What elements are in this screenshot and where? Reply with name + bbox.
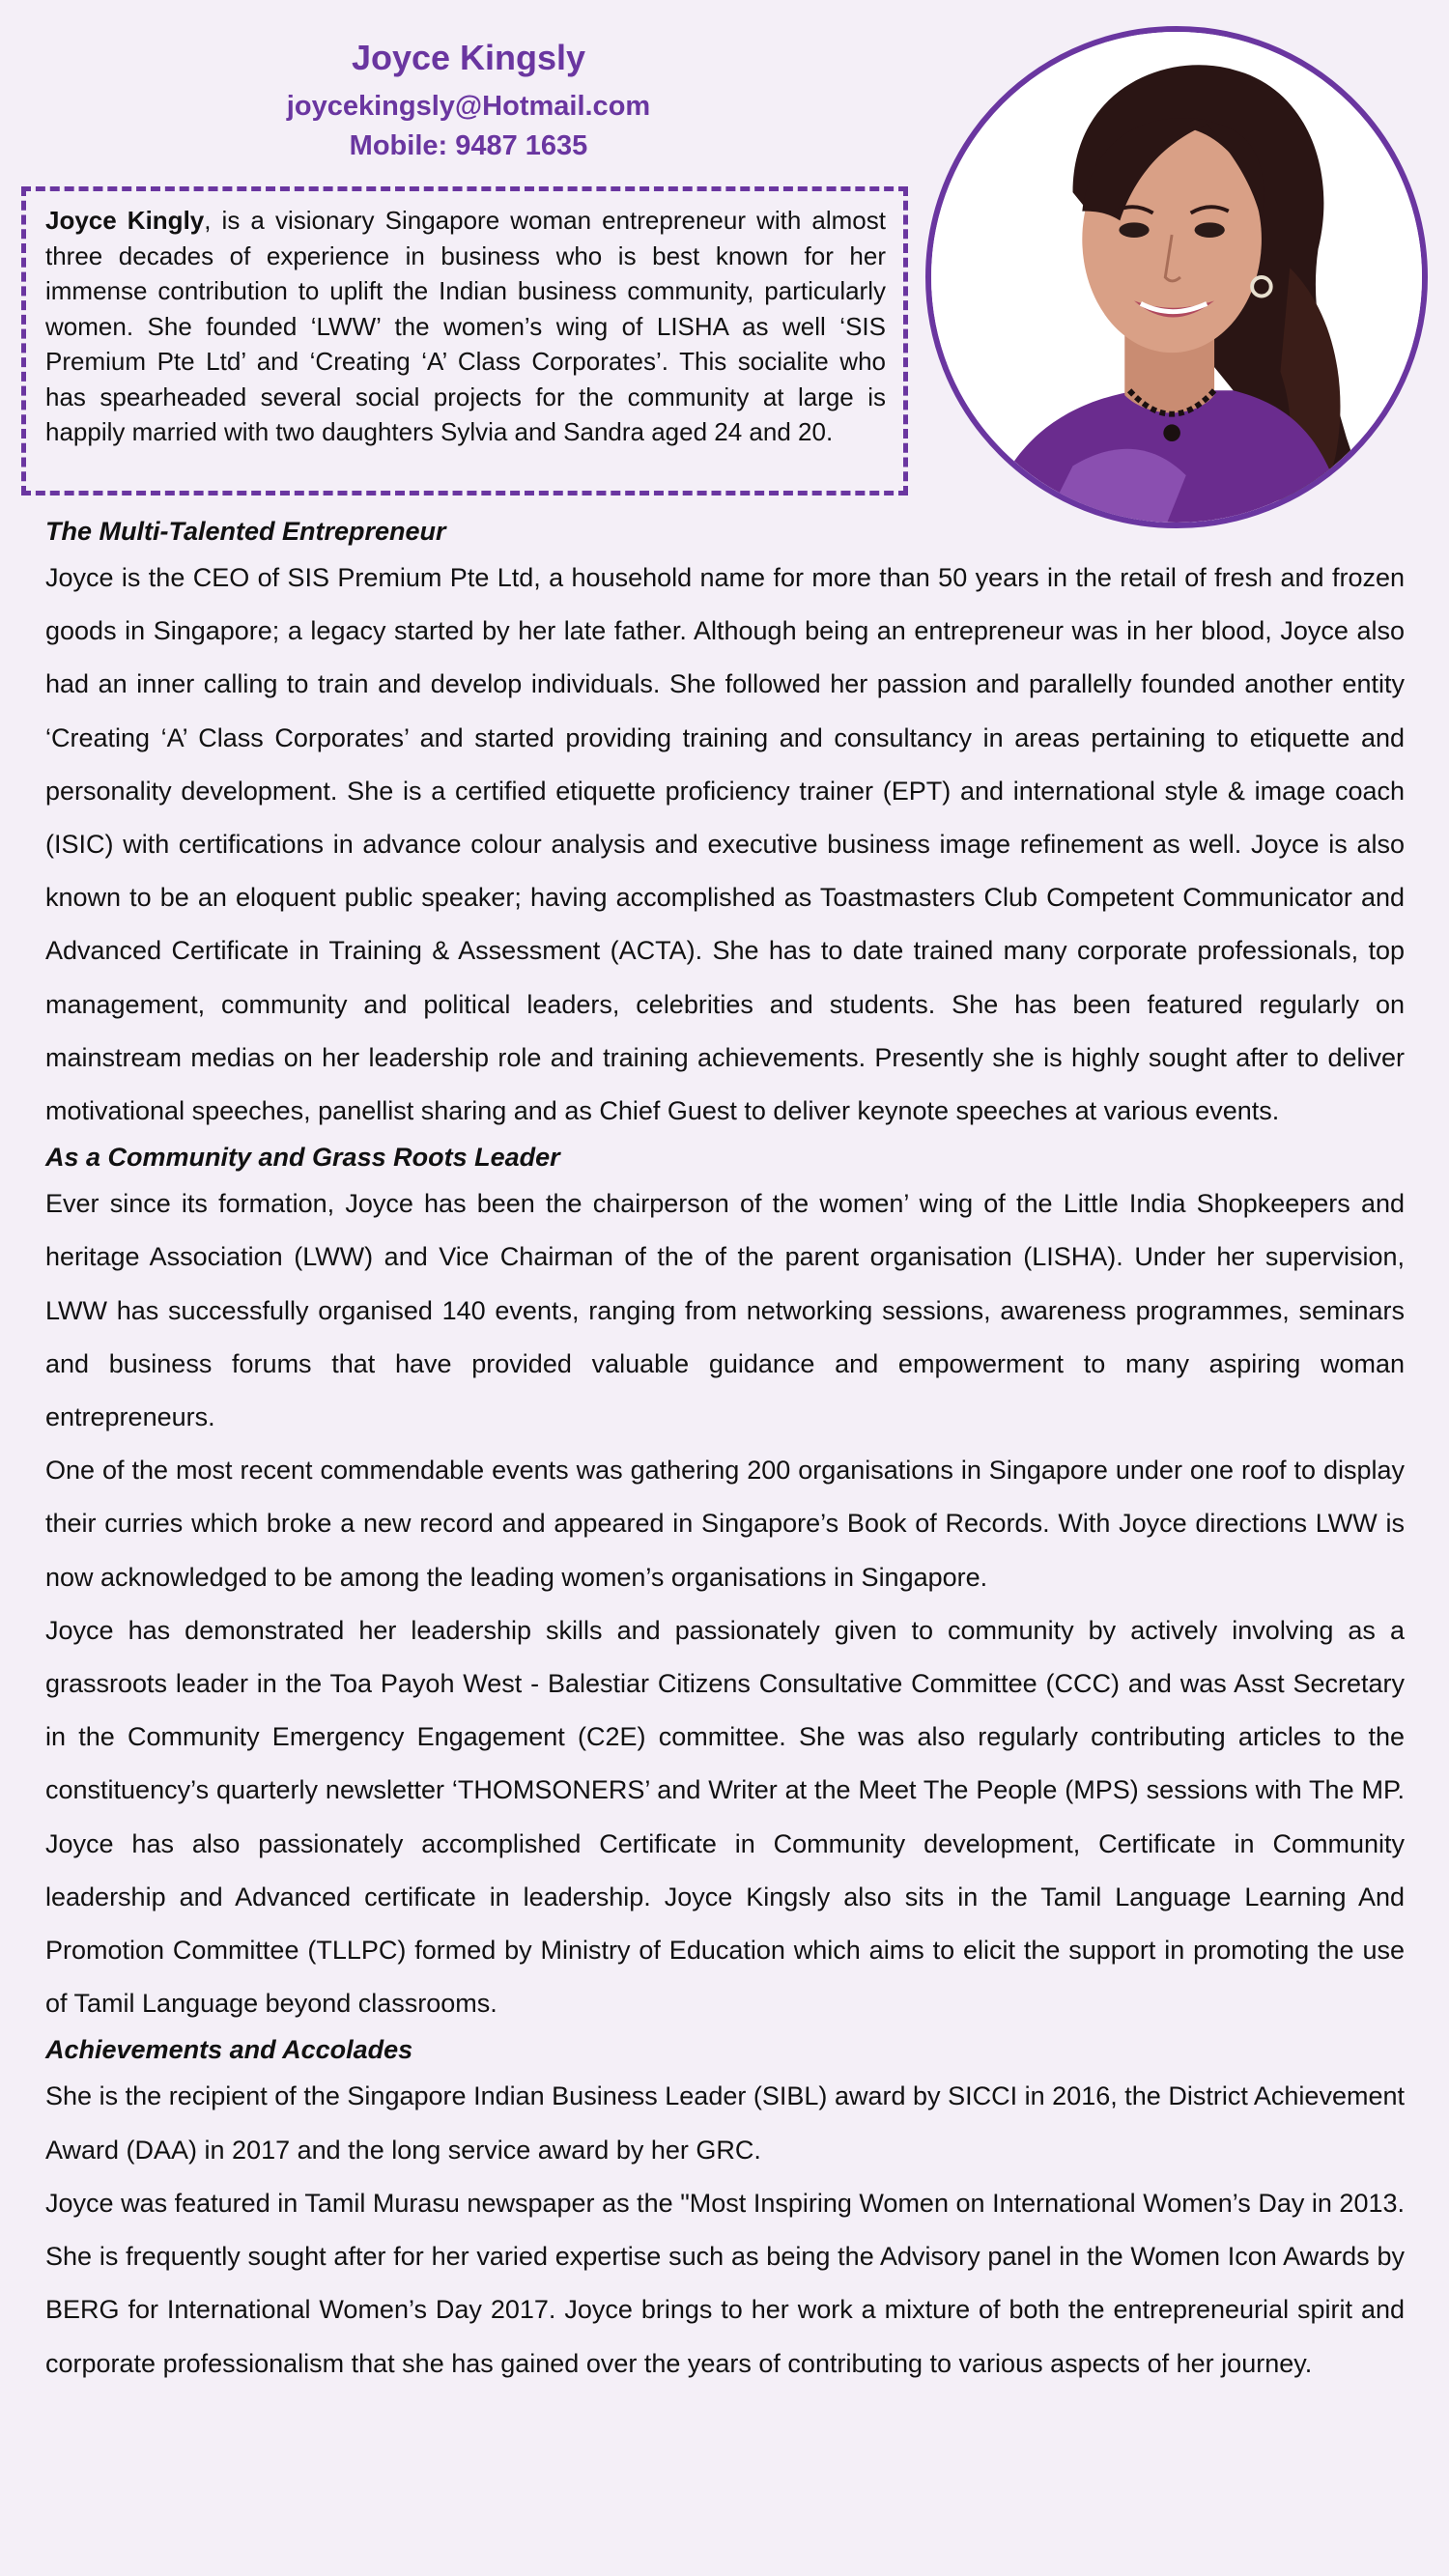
section-heading-community: As a Community and Grass Roots Leader	[45, 1143, 560, 1173]
email-address: joycekingsly@Hotmail.com	[286, 91, 651, 122]
paragraph-achievements-2: Joyce was featured in Tamil Murasu newspaper as the "Most Inspiring Women on International Women’s Day in 2013. She is frequently sought after for her varied expertise such as being the Advisory panel in the Women Icon Awards by BERG for International Women’s Day 2017. Joyce brings to her work a mixture of both the entrepreneurial spirit and corporate professionalism that she has gained over the years of contributing to various aspects of her journey.	[45, 2188, 1405, 2378]
intro-text: , is a visionary Singapore woman entrepreneur with almost three decades of experience in business who is best known for her immense contribution to uplift the Indian business community, particularly women. She founded ‘LWW’ the women’s wing of LISHA as well ‘SIS Premium Pte Ltd’ and ‘Creating ‘A’ Class Corporates’. This socialite who has spearheaded several social projects for the community at large is happily married with two daughters Sylvia and Sandra aged 24 and 20.	[45, 206, 886, 446]
paragraph-entrepreneur: Joyce is the CEO of SIS Premium Pte Ltd, a household name for more than 50 years in the retail of fresh and frozen goods in Singapore; a legacy started by her late father. Although being an entrepreneur was in her blood, Joyce also had an inner calling to train and develop individuals. She followed her passion and parallelly founded another entity ‘Creating ‘A’ Class Corporates’ and started providing training and consultancy in areas pertaining to etiquette and personality development. She is a certified etiquette proficiency trainer (EPT) and international style & image coach (ISIC) with certifications in advance colour analysis and executive business image refinement as well. Joyce is also known to be an eloquent public speaker; having accomplished as Toastmasters Club Competent Communicator and Advanced Certificate in Training & Assessment (ACTA). She has to date trained many corporate professionals, top management, community and political leaders, celebrities and students. She has been featured regularly on mainstream medias on her leadership role and training achievements. Presently she is highly sought after to deliver motivational speeches, panellist sharing and as Chief Guest to deliver keynote speeches at various events.	[45, 563, 1405, 1126]
section-heading-achievements: Achievements and Accolades	[45, 2035, 413, 2065]
portrait-photo	[925, 26, 1428, 528]
intro-summary-box	[21, 186, 908, 495]
intro-bold-name: Joyce Kingly	[45, 206, 205, 235]
contact-header	[0, 29, 937, 166]
paragraph-community-3: Joyce has demonstrated her leadership skills and passionately given to community by actively involving as a grassroots leader in the Toa Payoh West - Balestiar Citizens Consultative Committee (CCC) and was Asst Secretary in the Community Emergency Engagement (C2E) committee. She was also regularly contributing articles to the constituency’s quarterly newsletter ‘THOMSONERS’ and Writer at the Meet The People (MPS) sessions with The MP. Joyce has also passionately accomplished Certificate in Community development, Certificate in Community leadership and Advanced certificate in leadership. Joyce Kingsly also sits in the Tamil Language Learning And Promotion Committee (TLLPC) formed by Ministry of Education which aims to elicit the support in promoting the use of Tamil Language beyond classrooms.	[45, 1615, 1405, 2019]
portrait-illustration	[931, 32, 1422, 523]
profile-name: Joyce Kingsly	[351, 38, 586, 77]
paragraph-achievements-1: She is the recipient of the Singapore Indian Business Leader (SIBL) award by SICCI in 2016, the District Achievement Award (DAA) in 2017 and the long service award by her GRC.	[45, 2081, 1405, 2165]
paragraph-community-1: Ever since its formation, Joyce has been the chairperson of the women’ wing of the Little India Shopkeepers and heritage Association (LWW) and Vice Chairman of the of the parent organisation (LISHA). Under her supervision, LWW has successfully organised 140 events, ranging from networking sessions, awareness programmes, seminars and business forums that have provided valuable guidance and empowerment to many aspiring woman entrepreneurs.	[45, 1189, 1405, 1432]
biography-content	[45, 512, 1405, 2391]
section-heading-entrepreneur: The Multi-Talented Entrepreneur	[45, 517, 446, 546]
paragraph-community-2: One of the most recent commendable events was gathering 200 organisations in Singapore under one roof to display their curries which broke a new record and appeared in Singapore’s Book of Records. With Joyce directions LWW is now acknowledged to be among the leading women’s organisations in Singapore.	[45, 1456, 1405, 1592]
mobile-number: Mobile: 9487 1635	[349, 130, 588, 161]
